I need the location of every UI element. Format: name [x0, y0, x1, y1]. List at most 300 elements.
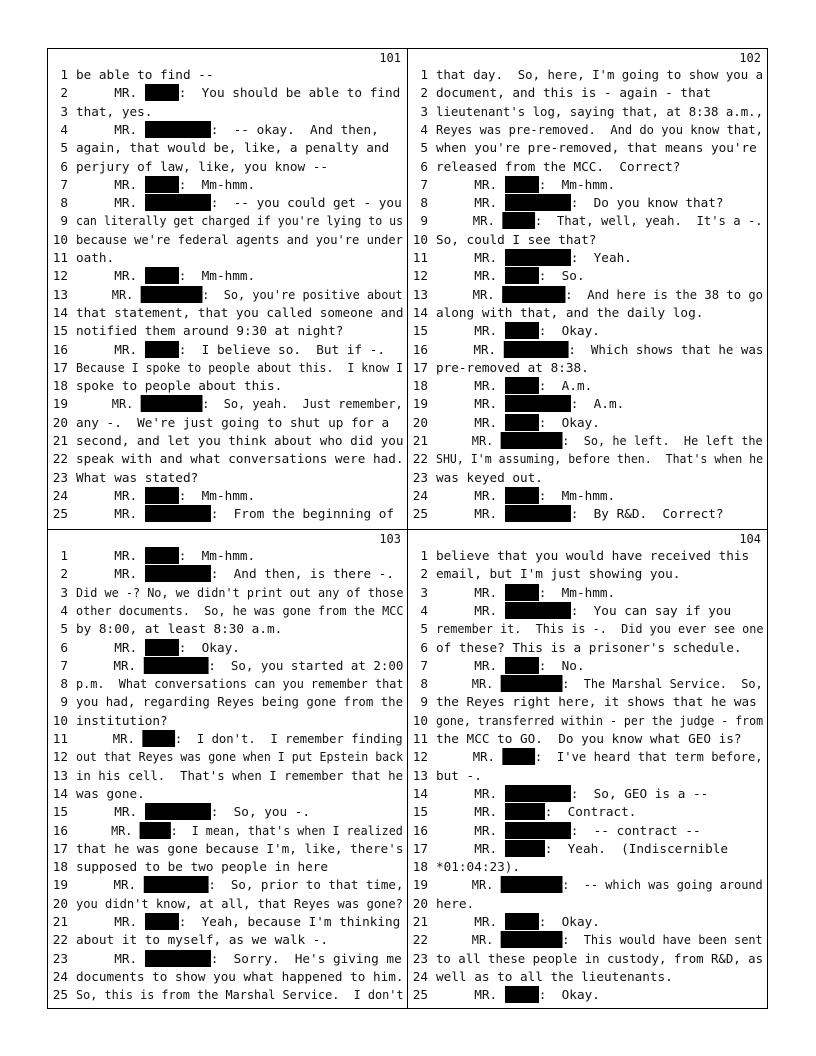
line-number: 24: [52, 487, 68, 503]
text-segment: : Contract.: [544, 804, 637, 820]
redaction-block: [139, 822, 170, 839]
redaction-block: [144, 876, 209, 893]
text-segment: MR.: [436, 213, 503, 229]
line-number: 12: [52, 268, 68, 284]
transcript-line: [48, 176, 403, 194]
line-text: [76, 986, 404, 1004]
line-number: 3: [60, 103, 68, 119]
transcript-line: [408, 359, 763, 377]
line-text: [436, 249, 763, 267]
transcript-line: [408, 103, 763, 121]
transcript-page-104: [408, 530, 767, 1010]
line-text: [76, 876, 404, 894]
text-segment: pre-removed at 8:38.: [436, 359, 589, 375]
text-segment: can literally get charged if you're lying to us: [76, 213, 404, 229]
line-text: [436, 414, 763, 432]
text-segment: along with that, and the daily log.: [436, 304, 704, 320]
text-segment: : Mm-hmm.: [538, 584, 616, 600]
line-number: 25: [52, 987, 68, 1003]
text-segment: MR.: [436, 378, 505, 394]
redaction-block: [505, 584, 539, 601]
redaction-block: [502, 748, 535, 765]
text-segment: MR.: [76, 657, 144, 673]
line-text: [436, 267, 763, 285]
line-number: 7: [60, 657, 68, 673]
line-text: [436, 840, 763, 858]
transcript-line: [408, 602, 763, 620]
redaction-block: [145, 547, 179, 564]
redaction-block: [144, 657, 209, 674]
line-text: [436, 602, 763, 620]
line-number: 2: [420, 566, 428, 582]
line-number: 12: [412, 749, 428, 765]
line-number: 8: [60, 195, 68, 211]
line-number: 10: [52, 712, 68, 728]
text-segment: to all these people in custody, from R&D, as: [436, 950, 764, 966]
line-text: [436, 968, 763, 986]
text-segment: : No.: [538, 657, 585, 673]
line-number: 13: [52, 286, 68, 302]
redaction-block: [500, 931, 562, 948]
text-segment: MR.: [76, 506, 145, 522]
redaction-block: [505, 377, 539, 394]
line-number: 10: [52, 231, 68, 247]
text-segment: released from the MCC. Correct?: [436, 158, 681, 174]
transcript-line: [48, 487, 403, 505]
text-segment: : So, prior to that time,: [208, 877, 404, 893]
line-text: [436, 785, 763, 803]
line-number: 15: [52, 323, 68, 339]
text-segment: : So, he left. He left the: [562, 433, 763, 448]
transcript-line: [48, 858, 403, 876]
line-number: 18: [52, 859, 68, 875]
line-text: [76, 395, 403, 413]
line-number: 1: [420, 548, 428, 563]
transcript-line: [408, 639, 763, 657]
text-segment: p.m. What conversations can you remember that: [76, 676, 404, 692]
transcript-line: [48, 341, 403, 359]
text-segment: MR.: [76, 286, 141, 302]
line-number: 25: [52, 506, 68, 522]
line-text: [76, 450, 402, 468]
transcript-line: [48, 602, 403, 620]
line-text: [436, 657, 763, 675]
line-number: 20: [52, 414, 68, 430]
line-text: [76, 950, 403, 968]
redaction-block: [145, 487, 179, 504]
text-segment: documents to show you what happened to him.: [76, 968, 404, 984]
text-segment: gone, transferred within - per the judge - from: [436, 712, 764, 728]
text-segment: MR.: [76, 396, 141, 412]
line-text: [76, 304, 402, 322]
line-number: 20: [412, 414, 428, 430]
line-number: 19: [412, 396, 428, 412]
text-segment: MR.: [76, 950, 145, 966]
line-number: 14: [412, 785, 428, 801]
text-segment: : Sorry. He's giving me: [210, 950, 402, 966]
transcript-line: [48, 304, 403, 322]
line-number: 16: [412, 822, 428, 838]
line-text: [436, 895, 763, 913]
text-segment: : Mm-hmm.: [178, 548, 256, 563]
transcript-line: [408, 931, 763, 949]
line-number: 24: [52, 968, 68, 984]
text-segment: MR.: [436, 323, 505, 339]
line-number: 18: [412, 859, 428, 875]
line-number: 23: [412, 469, 428, 485]
transcript-line: [408, 913, 763, 931]
line-number: 14: [52, 304, 68, 320]
transcript-line: [408, 620, 763, 638]
text-segment: : -- okay. And then,: [210, 121, 379, 137]
text-segment: MR.: [436, 785, 505, 801]
page-number: 104: [739, 532, 761, 546]
line-number: 17: [412, 840, 428, 856]
line-number: 21: [412, 914, 428, 929]
transcript-line: [408, 968, 763, 986]
redaction-block: [505, 602, 571, 619]
line-number: 22: [52, 451, 68, 467]
transcript-line: [408, 876, 763, 894]
transcript-line: [408, 469, 763, 487]
text-segment: : So, yeah. Just remember,: [202, 396, 403, 412]
text-segment: MR.: [436, 506, 505, 522]
text-segment: *01:04:23).: [436, 859, 521, 875]
transcript-line: [408, 139, 763, 157]
text-segment: : Okay.: [538, 323, 600, 339]
transcript-line: [48, 395, 403, 413]
line-text: [436, 748, 763, 766]
redaction-block: [145, 341, 179, 358]
line-number: 19: [52, 877, 68, 893]
line-number: 9: [60, 213, 68, 229]
text-segment: was keyed out.: [436, 469, 543, 485]
line-number: 15: [52, 804, 68, 820]
transcript-line: [48, 968, 403, 986]
text-segment: So, this is from the Marshal Service. I don't: [76, 987, 404, 1003]
text-segment: MR.: [76, 566, 145, 582]
line-text: [76, 693, 404, 711]
text-segment: : Mm-hmm.: [538, 487, 616, 503]
text-segment: oath.: [76, 250, 115, 265]
text-segment: : So, you -.: [210, 804, 311, 820]
transcript-line: [48, 657, 403, 675]
redaction-block: [505, 785, 571, 802]
line-number: 9: [420, 213, 428, 229]
text-segment: MR.: [76, 548, 145, 563]
line-text: [76, 121, 403, 139]
line-number: 13: [412, 767, 428, 783]
transcript-line: [48, 803, 403, 821]
transcript-line: [48, 359, 403, 377]
transcript-line: [48, 840, 403, 858]
redaction-block: [505, 657, 539, 674]
line-number: 23: [52, 950, 68, 966]
text-segment: MR.: [436, 822, 505, 838]
text-segment: : You should be able to find: [178, 85, 401, 101]
transcript-line: [48, 286, 403, 304]
text-segment: MR.: [436, 286, 502, 302]
line-text: [76, 675, 404, 693]
line-text: [76, 913, 403, 931]
line-number: 22: [412, 451, 428, 467]
transcript-line: [48, 730, 403, 748]
transcript-line: [48, 693, 403, 711]
transcript-line: [408, 66, 763, 84]
line-number: 1: [420, 67, 428, 82]
line-text: [436, 639, 763, 657]
line-text: [76, 231, 403, 249]
text-segment: the Reyes right here, it shows that he was: [436, 694, 757, 710]
line-number: 24: [412, 968, 428, 984]
text-segment: MR.: [436, 268, 505, 284]
line-number: 5: [60, 140, 68, 156]
transcript-line: [408, 341, 763, 359]
transcript-line: [408, 986, 763, 1004]
transcript-line: [48, 986, 403, 1004]
text-segment: MR.: [436, 414, 505, 430]
transcript-line: [48, 895, 403, 913]
text-segment: MR.: [436, 195, 505, 211]
transcript-line: [48, 414, 403, 432]
line-number: 10: [412, 231, 428, 247]
line-number: 9: [420, 694, 428, 710]
line-number: 6: [60, 158, 68, 174]
redaction-block: [505, 840, 545, 857]
text-segment: MR.: [436, 877, 501, 893]
text-segment: MR.: [76, 487, 145, 503]
redaction-block: [505, 267, 539, 284]
redaction-block: [145, 121, 211, 138]
line-text: [76, 803, 403, 821]
line-text: [436, 547, 763, 565]
line-text: [76, 730, 403, 748]
line-text: [436, 286, 764, 304]
text-segment: second, and let you think about who did you: [76, 433, 404, 448]
text-segment: What was stated?: [76, 469, 199, 485]
line-text: [76, 267, 403, 285]
redaction-block: [145, 913, 179, 930]
line-text: [76, 139, 403, 157]
transcript-line: [408, 395, 763, 413]
text-segment: : I mean, that's when I realized: [170, 822, 403, 838]
text-segment: MR.: [76, 195, 145, 211]
transcript-line: [408, 505, 763, 523]
line-number: 7: [420, 657, 428, 673]
text-segment: : Yeah, because I'm thinking: [178, 914, 401, 929]
text-segment: MR.: [436, 932, 501, 948]
text-segment: : I don't. I remember finding: [174, 731, 403, 746]
transcript-line: [48, 712, 403, 730]
line-text: [436, 505, 763, 523]
line-text: [76, 359, 404, 377]
line-text: [436, 66, 764, 84]
line-text: [76, 66, 403, 84]
text-segment: : Mm-hmm.: [178, 268, 256, 284]
line-number: 6: [420, 639, 428, 655]
line-text: [76, 414, 403, 432]
transcript-line: [408, 84, 763, 102]
redaction-block: [145, 639, 179, 656]
transcript-line: [48, 584, 403, 602]
line-number: 23: [52, 469, 68, 485]
line-number: 24: [412, 487, 428, 503]
text-segment: that, yes.: [76, 103, 153, 119]
line-number: 16: [52, 341, 68, 357]
line-text: [76, 785, 403, 803]
text-segment: that statement, that you called someone and: [76, 304, 404, 320]
transcript-line: [48, 767, 403, 785]
transcript-line: [408, 712, 763, 730]
line-text: [76, 158, 403, 176]
page-number: 103: [379, 532, 401, 546]
line-text: [76, 858, 403, 876]
transcript-line: [48, 748, 403, 766]
transcript-line: [408, 267, 763, 285]
line-number: 13: [412, 286, 428, 302]
line-text: [436, 712, 764, 730]
text-segment: : And then, is there -.: [210, 566, 395, 582]
line-text: [76, 565, 403, 583]
line-number: 19: [52, 396, 68, 412]
line-number: 23: [412, 950, 428, 966]
line-number: 1: [60, 67, 68, 82]
line-number: 3: [420, 103, 428, 119]
line-text: [436, 377, 763, 395]
text-segment: : By R&D. Correct?: [570, 506, 724, 522]
line-number: 8: [420, 676, 428, 692]
line-text: [436, 176, 763, 194]
text-segment: : You can say if you: [570, 602, 732, 618]
transcript-line: [408, 304, 763, 322]
line-number: 8: [420, 195, 428, 211]
text-segment: any -. We're just going to shut up for a: [76, 414, 390, 430]
transcript-line: [408, 121, 763, 139]
text-segment: believe that you would have received this: [436, 548, 750, 563]
transcript-line: [408, 748, 763, 766]
line-text: [76, 602, 404, 620]
line-number: 5: [420, 621, 428, 637]
transcript-line: [408, 158, 763, 176]
transcript-line: [408, 730, 763, 748]
line-number: 17: [52, 840, 68, 856]
line-number: 11: [412, 250, 428, 265]
transcript-line: [408, 231, 763, 249]
text-segment: speak with and what conversations were had.: [76, 451, 404, 467]
redaction-block: [505, 176, 539, 193]
transcript-line: [48, 931, 403, 949]
line-text: [76, 487, 403, 505]
text-segment: MR.: [436, 914, 505, 929]
line-text: [436, 194, 763, 212]
text-segment: : Okay.: [538, 914, 600, 929]
text-segment: : Okay.: [538, 987, 600, 1003]
line-number: 15: [412, 804, 428, 820]
line-number: 1: [60, 548, 68, 563]
transcript-line: [48, 432, 403, 450]
transcript-line: [48, 450, 403, 468]
text-segment: : Mm-hmm.: [178, 487, 256, 503]
redaction-block: [145, 565, 211, 582]
redaction-block: [505, 913, 539, 930]
redaction-block: [140, 395, 202, 412]
text-segment: remember it. This is -. Did you ever see one: [436, 621, 764, 637]
text-segment: Did we -? No, we didn't print out any of those: [76, 584, 404, 600]
line-text: [436, 432, 763, 450]
transcript-line: [408, 675, 763, 693]
line-number: 21: [412, 433, 428, 448]
redaction-block: [505, 803, 545, 820]
line-text: [436, 767, 763, 785]
line-text: [436, 103, 764, 121]
line-number: 7: [60, 176, 68, 192]
line-text: [76, 657, 404, 675]
transcript-line: [408, 767, 763, 785]
line-text: [436, 913, 763, 931]
line-number: 3: [60, 584, 68, 600]
line-text: [436, 822, 763, 840]
line-text: [76, 584, 404, 602]
line-text: [436, 675, 763, 693]
text-segment: the MCC to GO. Do you know what GEO is?: [436, 731, 742, 746]
transcript-page-102: [408, 49, 767, 529]
text-segment: MR.: [436, 341, 504, 357]
transcript-line: [408, 547, 763, 565]
redaction-block: [142, 730, 175, 747]
line-number: 4: [60, 121, 68, 137]
line-number: 5: [60, 621, 68, 637]
line-number: 4: [420, 121, 428, 137]
line-number: 22: [52, 932, 68, 948]
text-segment: MR.: [76, 804, 145, 820]
text-segment: MR.: [436, 584, 505, 600]
text-segment: So, could I see that?: [436, 231, 597, 247]
text-segment: when you're pre-removed, that means you're: [436, 140, 757, 156]
redaction-block: [145, 176, 179, 193]
line-text: [76, 212, 404, 230]
transcript-line: [408, 895, 763, 913]
line-number: 21: [52, 914, 68, 929]
text-segment: MR.: [436, 676, 501, 692]
line-text: [76, 322, 403, 340]
redaction-block: [505, 249, 571, 266]
line-text: [436, 158, 763, 176]
line-text: [436, 450, 764, 468]
line-text: [436, 322, 763, 340]
redaction-block: [505, 505, 571, 522]
text-segment: MR.: [436, 433, 501, 448]
transcript-line: [48, 822, 403, 840]
line-number: 25: [412, 506, 428, 522]
transcript-line: [408, 803, 763, 821]
line-text: [76, 547, 403, 565]
text-segment: : And here is the 38 to go: [565, 286, 764, 302]
line-text: [436, 359, 763, 377]
text-segment: : -- you could get - you: [210, 195, 402, 211]
line-number: 10: [412, 712, 428, 728]
line-number: 2: [420, 85, 428, 101]
line-number: 8: [60, 676, 68, 692]
transcript-line: [408, 414, 763, 432]
transcript-line: [48, 785, 403, 803]
line-text: [436, 565, 763, 583]
text-segment: MR.: [436, 987, 505, 1003]
text-segment: MR.: [436, 396, 505, 412]
line-text: [76, 639, 403, 657]
transcript-sheet: [47, 48, 768, 1009]
line-text: [76, 822, 403, 840]
transcript-page-103: [48, 530, 407, 1010]
